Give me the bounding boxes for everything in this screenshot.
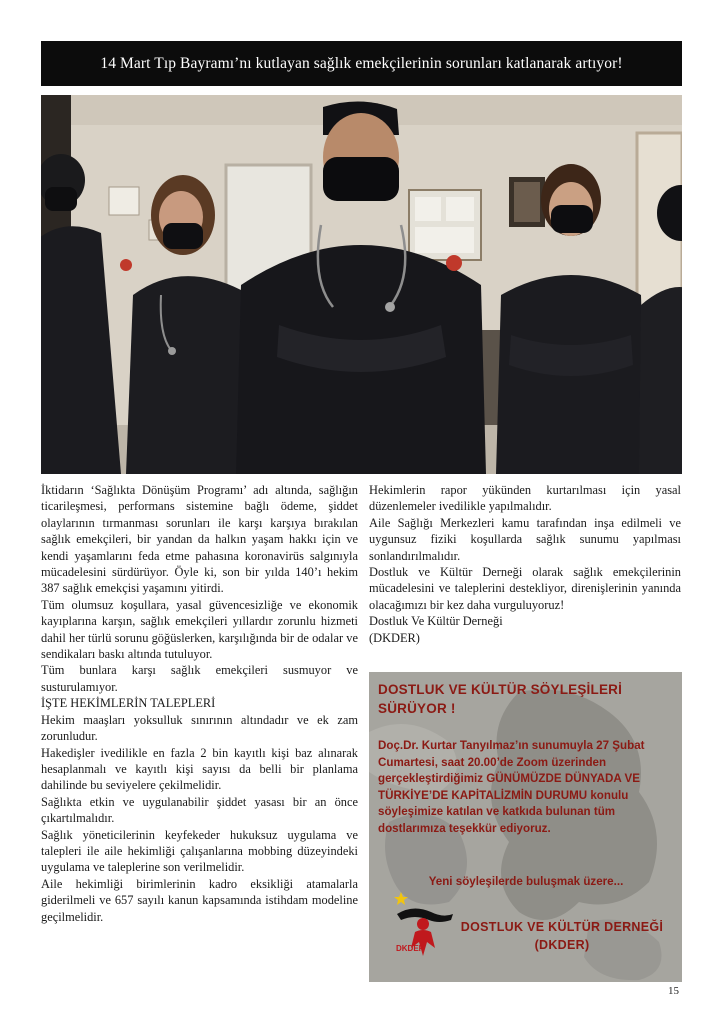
demand-health-centers: Aile Sağlığı Merkezleri kamu tarafından inşa edilmeli ve uygunsuz fiziki koşullarda sağlık sunumu yapılması sonlandırılmalıdır. [369, 515, 681, 563]
article-left-column [41, 482, 358, 925]
demand-salary: Hekim maaşları yoksulluk sınırının altındadır ve ek zam zorunludur. [41, 712, 358, 744]
paragraph-conditions: Tüm olumsuz koşullara, yasal güvencesizliğe ve ekonomik kayıplarına karşın, sağlık emekçileri yıllardır zorunlu hizmeti dahil her türlü sorunu göğüslerken, karşılığında bir de odalar ve sendikaları baskı altında tutuluyor. [41, 597, 358, 662]
article-right-column [369, 482, 681, 646]
health-workers-photo [41, 95, 682, 474]
article-headline: 14 Mart Tıp Bayramı’nı kutlayan sağlık emekçilerinin sorunları katlanarak artıyor! [41, 41, 682, 86]
demand-staffing: Aile hekimliği birimlerinin kadro eksikliği atamalarla giderilmeli ve 657 sayılı kanun kapsamında istihdam modeline geçilmelidir. [41, 876, 358, 924]
org-name-block [455, 918, 669, 954]
dkder-logo-text: DKDER [396, 944, 425, 953]
paragraph-not-silenced: Tüm bunlara karşı sağlık emekçileri susmuyor ve susturulamıyor. [41, 663, 358, 694]
demand-mobbing: Sağlık yöneticilerinin keyfekeder hukuksuz uygulama ve talepleri ile aile hekimliği çalışanlarına mobbing düzeyindeki uygulama ve taleplerine son verilmelidir. [41, 827, 358, 875]
org-abbr: (DKDER) [534, 938, 590, 952]
signature-name: Dostluk Ve Kültür Derneği [369, 614, 503, 629]
paragraph-intro: İktidarın ‘Sağlıkta Dönüşüm Programı’ adı altında, sağlığın ticarileşmesi, performans sistemine bağlı ödeme, şiddet olaylarının tırmanması sorunları ile karşı karşıya bırakılan sağlık emekçileri, bir yandan da halkın yaşam hakkı için ve kendi yaşamlarını feda etme pahasına koronavirüs salgınıyla mücadelesini sürdürüyor. Öyle ki, son bir yılda 140’ı hekim 387 sağlık emekçisi yaşamını yitirdi. [41, 483, 358, 596]
talks-body: Doç.Dr. Kurtar Tanyılmaz’ın sunumuyla 27 Şubat Cumartesi, saat 20.00’de Zoom üzerinden gerçekleştirdiğimiz GÜNÜMÜZDE DÜNYADA VE TÜRKİYE’DE KAPİTALİZMİN DURUMU konulu söyleşimize katılan ve katkıda bulunan tüm dostlarımıza teşekkür ediyoruz. [378, 739, 645, 835]
signature-abbr: (DKDER) [369, 630, 420, 645]
talks-announcement-box [369, 672, 682, 982]
talks-closing: Yeni söyleşilerde buluşmak üzere... [428, 875, 624, 888]
demand-earnings: Hakedişler ivedilikle en fazla 2 bin kayıtlı kişi baz alınarak hesaplanmalı ve kayıtlı kişi sayısı da belli bir planlama dahilinde bu seviyelere çekilmelidir. [41, 745, 358, 793]
org-name: DOSTLUK VE KÜLTÜR DERNEĞİ [460, 920, 664, 934]
demands-heading: İŞTE HEKİMLERİN TALEPLERİ [41, 696, 216, 711]
demand-violence-law: Sağlıkta etkin ve uygulanabilir şiddet yasası bir an önce çıkartılmalıdır. [41, 794, 358, 826]
talks-title: DOSTLUK VE KÜLTÜR SÖYLEŞİLERİ SÜRÜYOR ! [378, 682, 623, 716]
page-number: 15 [668, 985, 679, 997]
paragraph-support: Dostluk ve Kültür Derneği olarak sağlık emekçilerinin mücadelesini ve taleplerini destekliyor, direnişlerinin yanında olacağımızı bir kez daha vurguluyoruz! [369, 565, 681, 612]
demand-report-load: Hekimlerin rapor yükünden kurtarılması için yasal düzenlemeler ivedilikle yapılmalıdır. [369, 483, 681, 514]
